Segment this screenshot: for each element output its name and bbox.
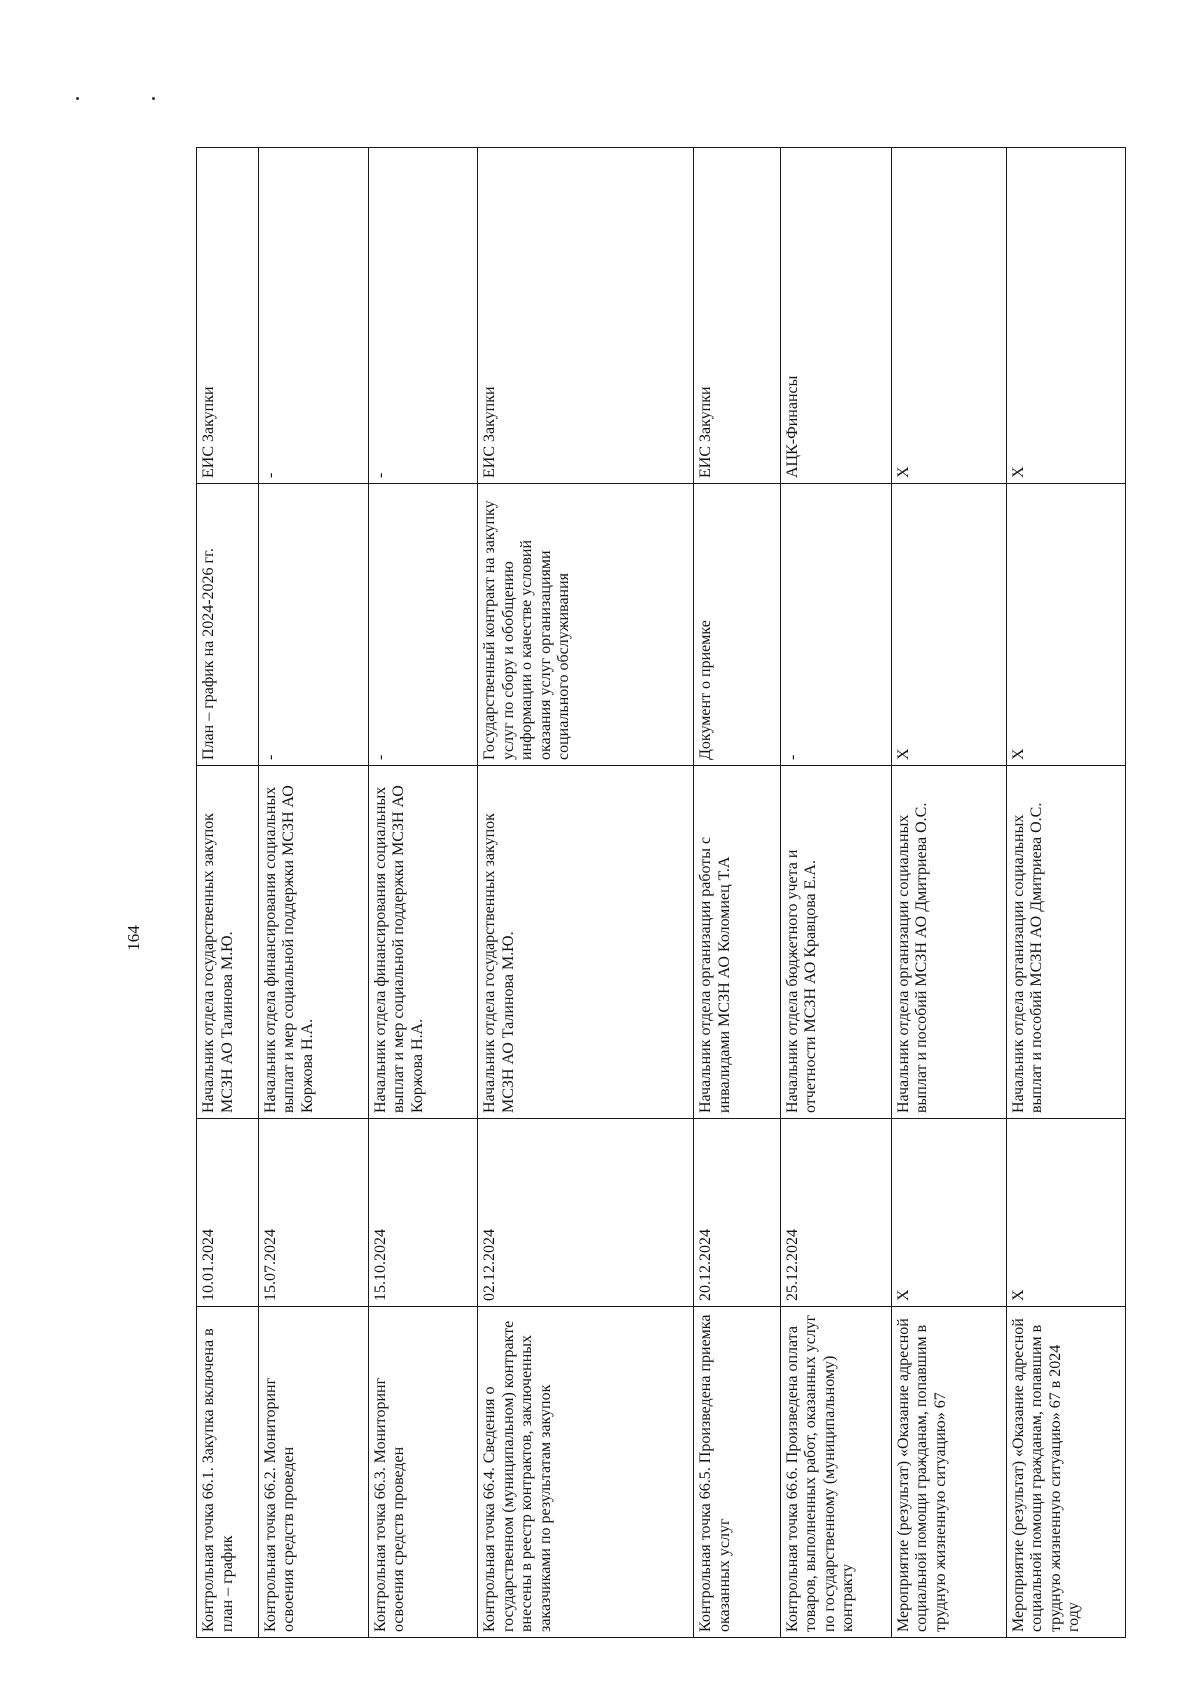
cell-date: 15.10.2024	[368, 1119, 478, 1307]
cell-system: -	[368, 148, 478, 484]
cell-system: Х	[1006, 148, 1125, 484]
cell-system: -	[258, 148, 368, 484]
cell-system: АЦК-Финансы	[780, 148, 891, 484]
cell-date: Х	[1006, 1119, 1125, 1307]
scan-artifact-dot	[76, 97, 79, 100]
cell-responsible: Начальник отдела организации социальных выплат и пособий МСЗН АО Дмитриева О.С.	[891, 766, 1006, 1119]
cell-system: Х	[891, 148, 1006, 484]
cell-system: ЕИС Закупки	[694, 148, 780, 484]
cell-document: Государственный контракт на закупку услуг по сбору и обобщению информации о качестве условий оказания услуг организациями социального обслуживания	[478, 484, 694, 766]
cell-document: -	[368, 484, 478, 766]
scan-artifact-dot	[152, 97, 155, 100]
table-row	[1006, 148, 1125, 1638]
cell-event: Контрольная точка 66.1. Закупка включена в план – график	[197, 1307, 259, 1638]
cell-responsible: Начальник отдела финансирования социальных выплат и мер социальной поддержки МСЗН АО Коржова Н.А.	[368, 766, 478, 1119]
cell-document: Х	[1006, 484, 1125, 766]
cell-document: -	[780, 484, 891, 766]
cell-date: 25.12.2024	[780, 1119, 891, 1307]
cell-date: 02.12.2024	[478, 1119, 694, 1307]
page-number: 164	[124, 925, 143, 951]
table-row	[368, 148, 478, 1638]
cell-event: Контрольная точка 66.2. Мониторинг освоения средств проведен	[258, 1307, 368, 1638]
table-row	[891, 148, 1006, 1638]
cell-date: 10.01.2024	[197, 1119, 259, 1307]
cell-document: Документ о приемке	[694, 484, 780, 766]
cell-event: Мероприятие (результат) «Оказание адресной социальной помощи гражданам, попавшим в трудную жизненную ситуацию» 67 в 2024 году	[1006, 1307, 1125, 1638]
cell-date: 15.07.2024	[258, 1119, 368, 1307]
cell-system: ЕИС Закупки	[197, 148, 259, 484]
cell-responsible: Начальник отдела бюджетного учета и отчетности МСЗН АО Кравцова Е.А.	[780, 766, 891, 1119]
table-container	[196, 148, 1126, 1638]
cell-responsible: Начальник отдела финансирования социальных выплат и мер социальной поддержки МСЗН АО Коржова Н.А.	[258, 766, 368, 1119]
table-row	[478, 148, 694, 1638]
cell-event: Контрольная точка 66.4. Сведения о государственном (муниципальном) контракте внесены в реестр контрактов, заключенных заказчиками по результатам закупок	[478, 1307, 694, 1638]
cell-event: Мероприятие (результат) «Оказание адресной социальной помощи гражданам, попавшим в трудную жизненную ситуацию» 67	[891, 1307, 1006, 1638]
cell-responsible: Начальник отдела организации работы с инвалидами МСЗН АО Коломиец Т.А	[694, 766, 780, 1119]
cell-document: -	[258, 484, 368, 766]
table-row	[197, 148, 259, 1638]
cell-date: 20.12.2024	[694, 1119, 780, 1307]
cell-system: ЕИС Закупки	[478, 148, 694, 484]
control-points-table	[196, 147, 1126, 1638]
table-row	[780, 148, 891, 1638]
cell-event: Контрольная точка 66.6. Произведена оплата товаров, выполненных работ, оказанных услуг по государственному (муниципальному) контракту	[780, 1307, 891, 1638]
table-row	[258, 148, 368, 1638]
cell-responsible: Начальник отдела государственных закупок МСЗН АО Талинова М.Ю.	[478, 766, 694, 1119]
cell-document: План – график на 2024-2026 гг.	[197, 484, 259, 766]
cell-event: Контрольная точка 66.3. Мониторинг освоения средств проведен	[368, 1307, 478, 1638]
cell-event: Контрольная точка 66.5. Произведена приемка оказанных услуг	[694, 1307, 780, 1638]
cell-responsible: Начальник отдела государственных закупок МСЗН АО Талинова М.Ю.	[197, 766, 259, 1119]
cell-responsible: Начальник отдела организации социальных выплат и пособий МСЗН АО Дмитриева О.С.	[1006, 766, 1125, 1119]
cell-document: Х	[891, 484, 1006, 766]
cell-date: Х	[891, 1119, 1006, 1307]
table-row	[694, 148, 780, 1638]
